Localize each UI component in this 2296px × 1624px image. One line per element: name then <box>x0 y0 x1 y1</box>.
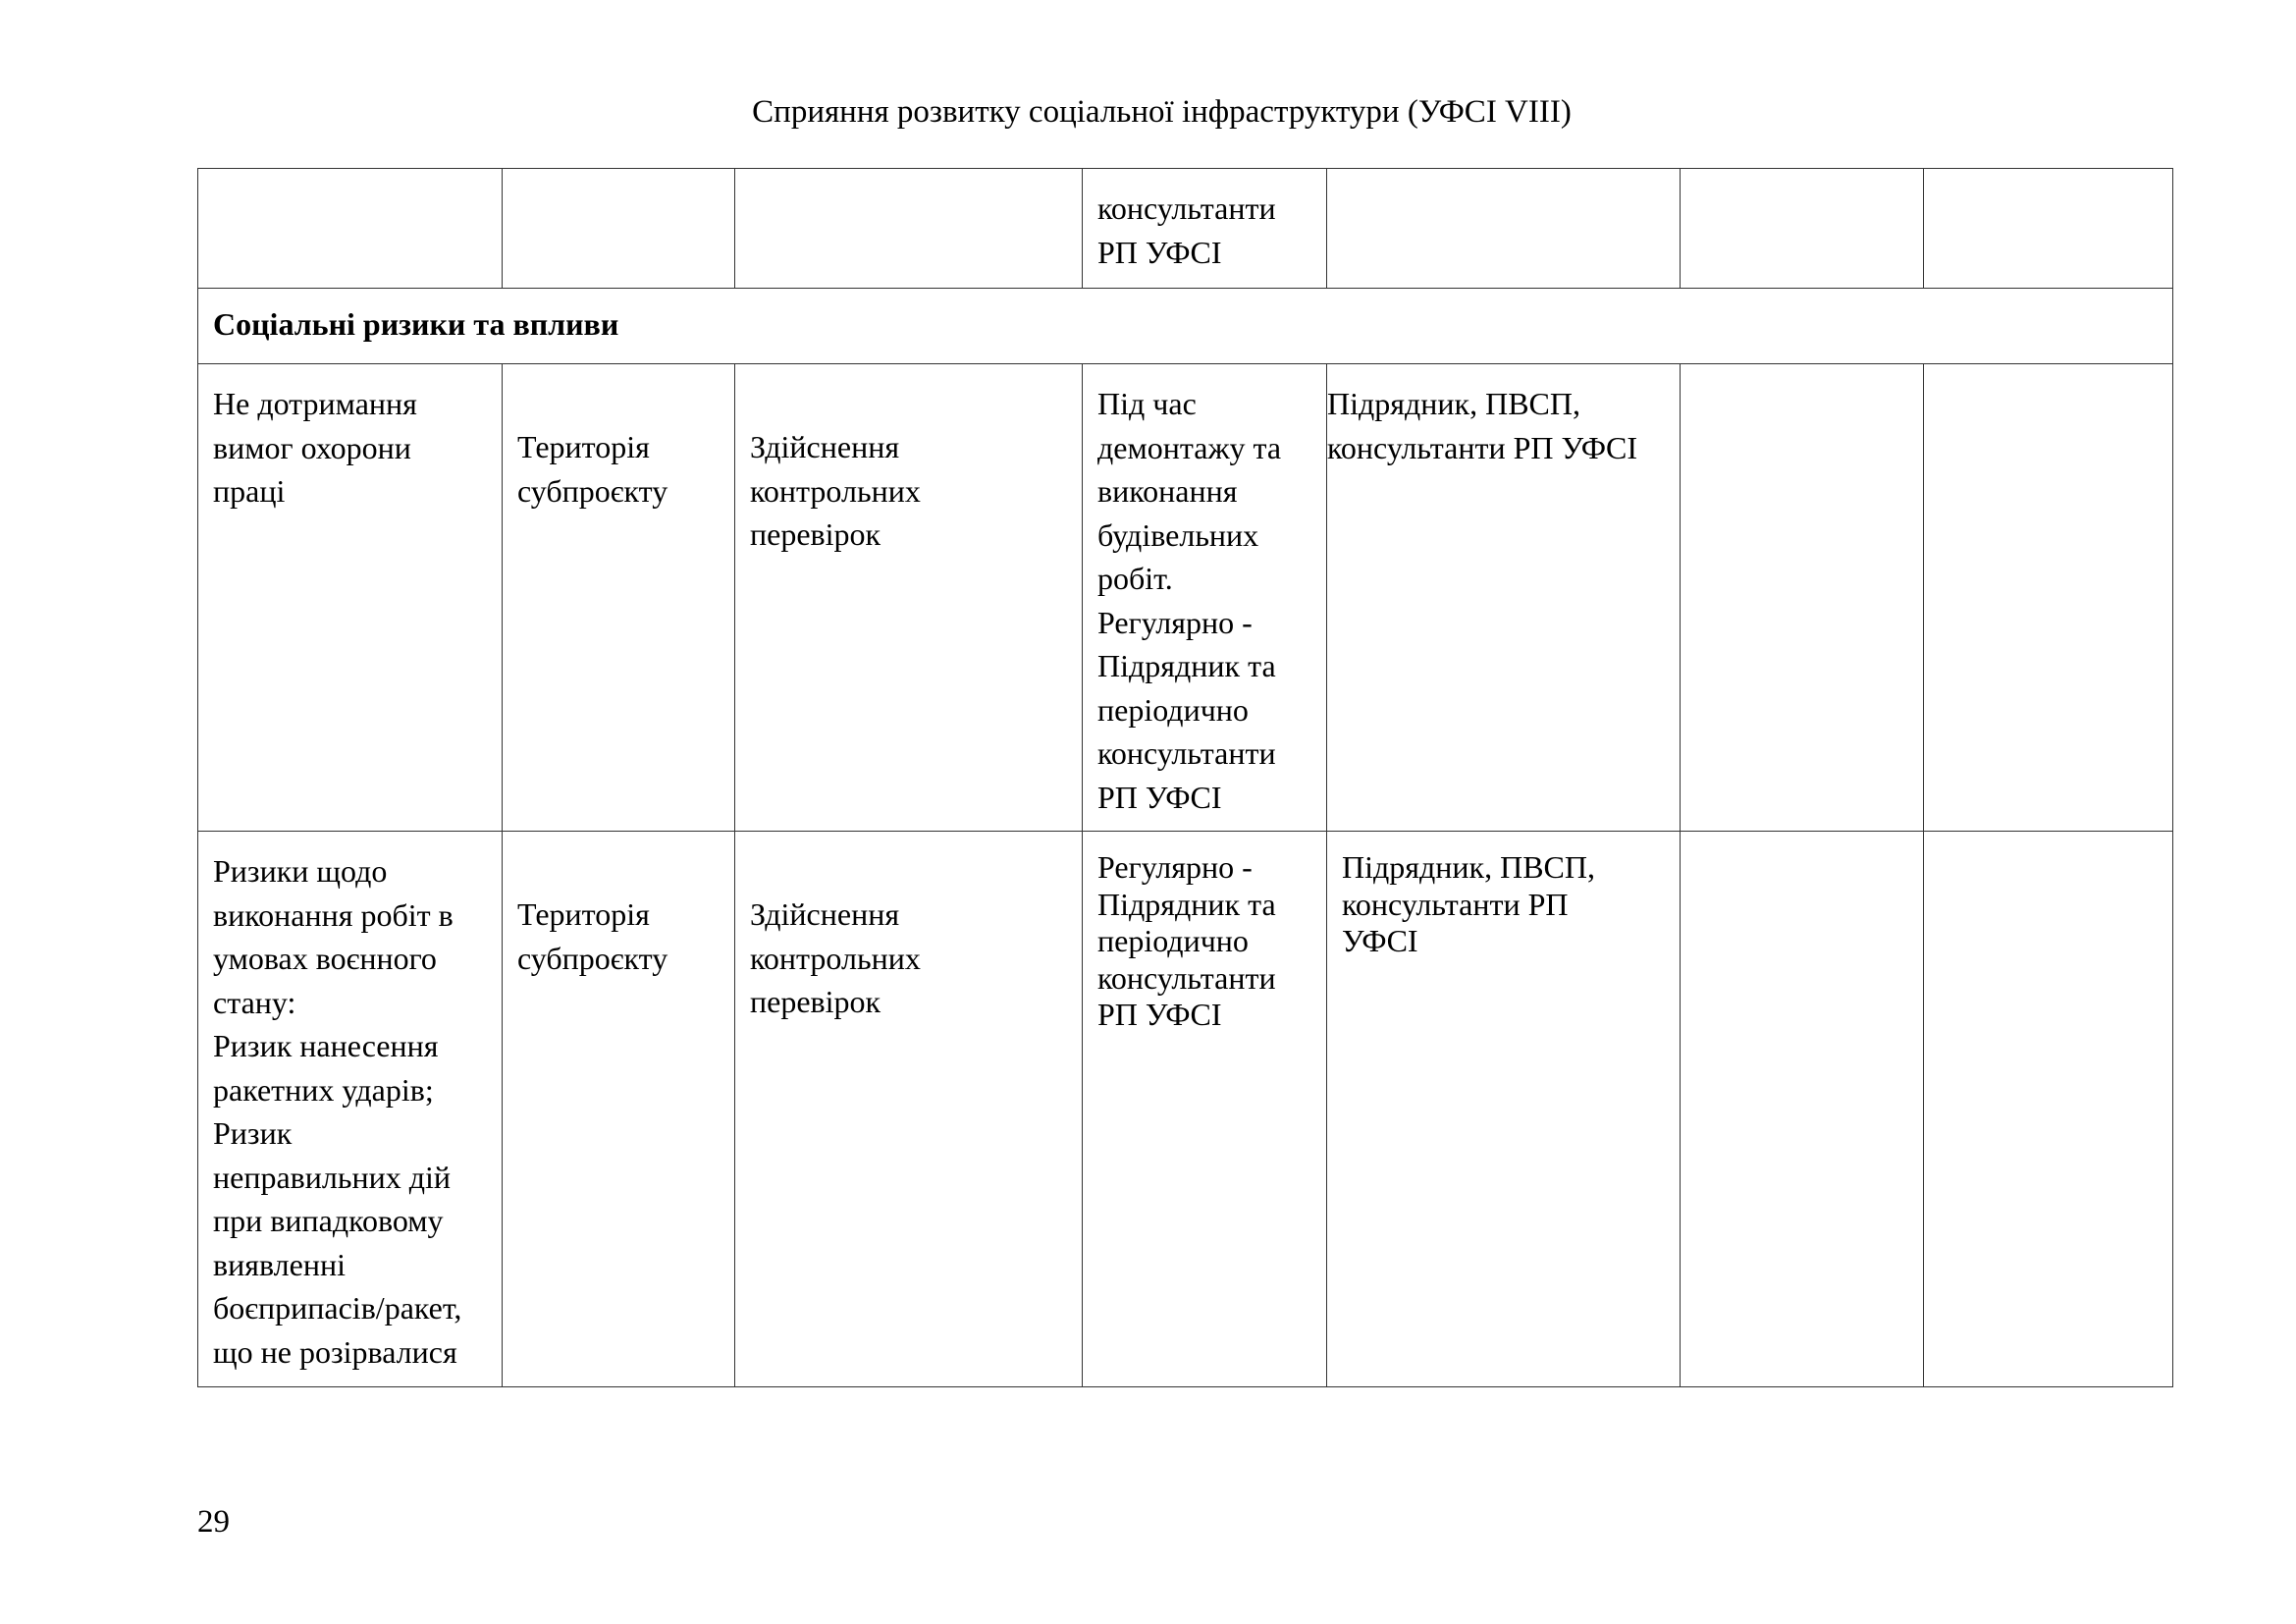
measures-cell <box>735 832 1083 1387</box>
table-cell <box>1681 364 1924 832</box>
table-cell <box>1327 169 1681 289</box>
document-title: Сприяння розвитку соціальної інфраструктури (УФСІ VIII) <box>752 94 1572 130</box>
table-cell <box>1681 832 1924 1387</box>
table-cell <box>735 169 1083 289</box>
table-cell <box>1924 364 2173 832</box>
table-row <box>198 364 2173 832</box>
section-title: Соціальні ризики та впливи <box>198 289 2173 364</box>
measures-text: Здійснення контрольних перевірок <box>750 429 921 552</box>
location-text: Територія субпроєкту <box>517 429 668 509</box>
table-cell <box>1924 832 2173 1387</box>
table-cell <box>1681 169 1924 289</box>
risk-cell: Ризики щодо виконання робіт в умовах воєнного стану: Ризик нанесення ракетних ударів; Ризик неправильних дій при випадковому виявленні боєприпасів/ракет, що не розірвалися <box>198 832 503 1387</box>
risk-cell: Не дотримання вимог охорони праці <box>198 364 503 832</box>
table-section-row <box>198 289 2173 364</box>
measures-text: Здійснення контрольних перевірок <box>750 896 921 1019</box>
timing-cell: Під час демонтажу та виконання будівельних робіт. Регулярно - Підрядник та періодично консультанти РП УФСІ <box>1083 364 1327 832</box>
responsible-cell: Підрядник, ПВСП, консультанти РП УФСІ <box>1327 364 1681 832</box>
responsible-cell: Підрядник, ПВСП, консультанти РП УФСІ <box>1327 832 1681 1387</box>
table-cell <box>1924 169 2173 289</box>
table-cell-responsible-consultants: консультанти РП УФСІ <box>1083 169 1327 289</box>
timing-cell: Регулярно - Підрядник та періодично консультанти РП УФСІ <box>1083 832 1327 1387</box>
page-number: 29 <box>197 1504 230 1540</box>
table-row <box>198 832 2173 1387</box>
page-header <box>0 92 2296 132</box>
location-text: Територія субпроєкту <box>517 896 668 976</box>
location-cell <box>503 364 735 832</box>
measures-cell <box>735 364 1083 832</box>
table-row-continuation <box>198 169 2173 289</box>
table-cell <box>198 169 503 289</box>
table-cell <box>503 169 735 289</box>
risk-mitigation-table <box>197 168 2173 1387</box>
location-cell <box>503 832 735 1387</box>
